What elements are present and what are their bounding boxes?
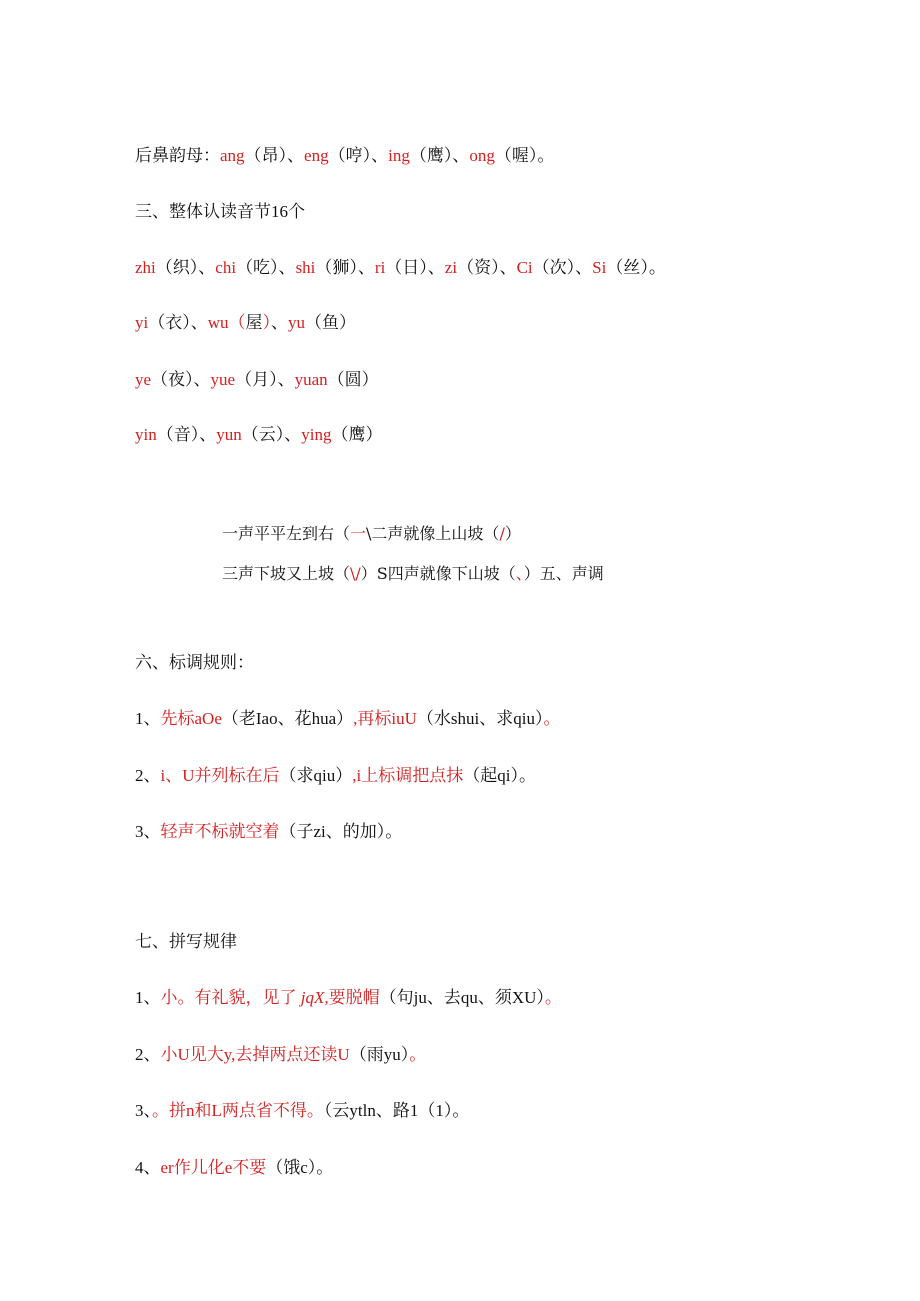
highlight-segment: 小U见大y,去掉两点还读U [160, 1045, 350, 1064]
text-segment: 2、 [135, 766, 161, 785]
highlight-segment: \/ [350, 564, 361, 583]
text-segment: 、 [271, 313, 289, 332]
highlight-segment: 轻声不标就空着 [160, 822, 280, 841]
text-segment: （雨yu） [349, 1045, 410, 1064]
highlight-segment: 、 [515, 564, 524, 583]
highlight-segment: wu [207, 313, 229, 332]
heading-whole-syllables [135, 201, 305, 223]
text-segment: （夜）、 [151, 370, 211, 389]
highlight-segment: ye [135, 370, 152, 389]
text-segment: 一声平平左到右（ [222, 524, 351, 543]
line-syllables-yin [135, 424, 382, 446]
highlight-segment: ,再标iuU [353, 709, 417, 728]
text-segment: \二声就像上山坡（ [366, 524, 500, 543]
text-segment: ）S四声就像下山坡（ [360, 564, 516, 583]
text-segment: （日）、 [385, 258, 445, 277]
text-segment: （求qiu） [279, 766, 353, 785]
text-segment: （哼）、 [328, 146, 389, 165]
text-segment: 3、 [135, 822, 161, 841]
highlight-segment: 。 [544, 988, 562, 1007]
text-segment: （资）、 [457, 258, 517, 277]
highlight-segment: er作儿化e不要 [160, 1158, 267, 1177]
line-syllables-zhi [135, 257, 666, 279]
text-segment: （衣）、 [148, 313, 208, 332]
text-segment: ） [504, 524, 521, 543]
highlight-segment: / [499, 524, 505, 543]
highlight-segment: yi [135, 313, 149, 332]
tone-rhyme-line-2 [222, 563, 604, 585]
text-segment: （鹰） [331, 425, 383, 444]
highlight-segment: jqX, [300, 988, 329, 1007]
highlight-segment: yuan [294, 370, 328, 389]
heading-spelling-rules [135, 931, 237, 953]
text-segment: （水shui、求qiu） [416, 709, 544, 728]
text-segment: 1、 [135, 988, 161, 1007]
highlight-segment: Si [592, 258, 607, 277]
text-segment: （吃）、 [236, 258, 296, 277]
tone-rhyme-line-1 [222, 523, 521, 545]
highlight-segment: eng [304, 146, 329, 165]
highlight-segment: Ci [516, 258, 533, 277]
spelling-rule-1 [135, 987, 562, 1009]
text-segment: 3、 [135, 1101, 152, 1120]
text-segment: 七、拼写规律 [135, 932, 237, 951]
highlight-segment: ing [388, 146, 410, 165]
highlight-segment: ri [374, 258, 386, 277]
text-segment: （昂）、 [244, 146, 305, 165]
tone-rule-1 [135, 708, 560, 730]
highlight-segment: ang [220, 146, 245, 165]
text-segment: （圆） [327, 370, 379, 389]
spelling-rule-2 [135, 1044, 426, 1066]
highlight-segment: zhi [135, 258, 156, 277]
highlight-segment: yin [135, 425, 157, 444]
highlight-segment: ying [301, 425, 332, 444]
text-segment: （子zi、的加）。 [279, 822, 403, 841]
text-segment: 三、整体认读音节16个 [135, 202, 305, 221]
highlight-segment: yun [216, 425, 242, 444]
highlight-segment: 。 [543, 709, 561, 728]
highlight-segment: ） [262, 313, 272, 332]
text-segment: （老Iao、花hua） [221, 709, 354, 728]
highlight-segment: （ [228, 313, 246, 332]
highlight-segment: zi [444, 258, 458, 277]
text-segment: （音）、 [156, 425, 217, 444]
spelling-rule-3 [135, 1100, 469, 1122]
text-segment: （句ju、去qu、须XU） [379, 988, 545, 1007]
highlight-segment: shi [295, 258, 316, 277]
text-segment: （狮）、 [315, 258, 375, 277]
text-segment: 4、 [135, 1158, 161, 1177]
text-segment: 后鼻韵母： [135, 146, 220, 165]
highlight-segment: 。拼n和L两点省不得。 [152, 1101, 324, 1120]
highlight-segment: ong [469, 146, 495, 165]
highlight-segment: i、U并列标在后 [160, 766, 280, 785]
highlight-segment: 小。有礼貌，见了 [160, 988, 301, 1007]
text-segment: 三声下坡又上坡（ [222, 564, 351, 583]
highlight-segment: 。 [409, 1045, 427, 1064]
highlight-segment: 先标aOe [160, 709, 222, 728]
line-syllables-ye [135, 369, 379, 391]
heading-tone-rules [135, 652, 254, 674]
text-segment: ）五、声调 [523, 564, 604, 583]
text-segment: （丝）。 [606, 258, 666, 277]
line-nasal-finals [135, 145, 554, 167]
text-segment: 1、 [135, 709, 161, 728]
text-segment: 屋 [245, 313, 263, 332]
highlight-segment: 要脱帽 [328, 988, 380, 1007]
spelling-rule-4 [135, 1157, 333, 1179]
text-segment: （鱼） [305, 313, 357, 332]
tone-rule-3 [135, 821, 402, 843]
text-segment: （次）、 [532, 258, 593, 277]
text-segment: （月）、 [235, 370, 295, 389]
text-segment: 2、 [135, 1045, 161, 1064]
highlight-segment: yu [288, 313, 306, 332]
text-segment: （云ytln、路1（1）。 [323, 1101, 470, 1120]
text-segment: （织）、 [155, 258, 216, 277]
text-segment: （云）、 [241, 425, 302, 444]
highlight-segment: yue [210, 370, 236, 389]
text-segment: 六、标调规则： [135, 653, 254, 672]
text-segment: （饿c）。 [266, 1158, 334, 1177]
text-segment: （鹰）、 [409, 146, 470, 165]
highlight-segment: ,i上标调把点抹 [352, 766, 464, 785]
text-segment: （起qi）。 [463, 766, 536, 785]
text-segment: （喔）。 [494, 146, 555, 165]
highlight-segment: 一 [350, 524, 367, 543]
highlight-segment: chi [215, 258, 237, 277]
tone-rule-2 [135, 765, 536, 787]
line-syllables-yi [135, 312, 356, 334]
